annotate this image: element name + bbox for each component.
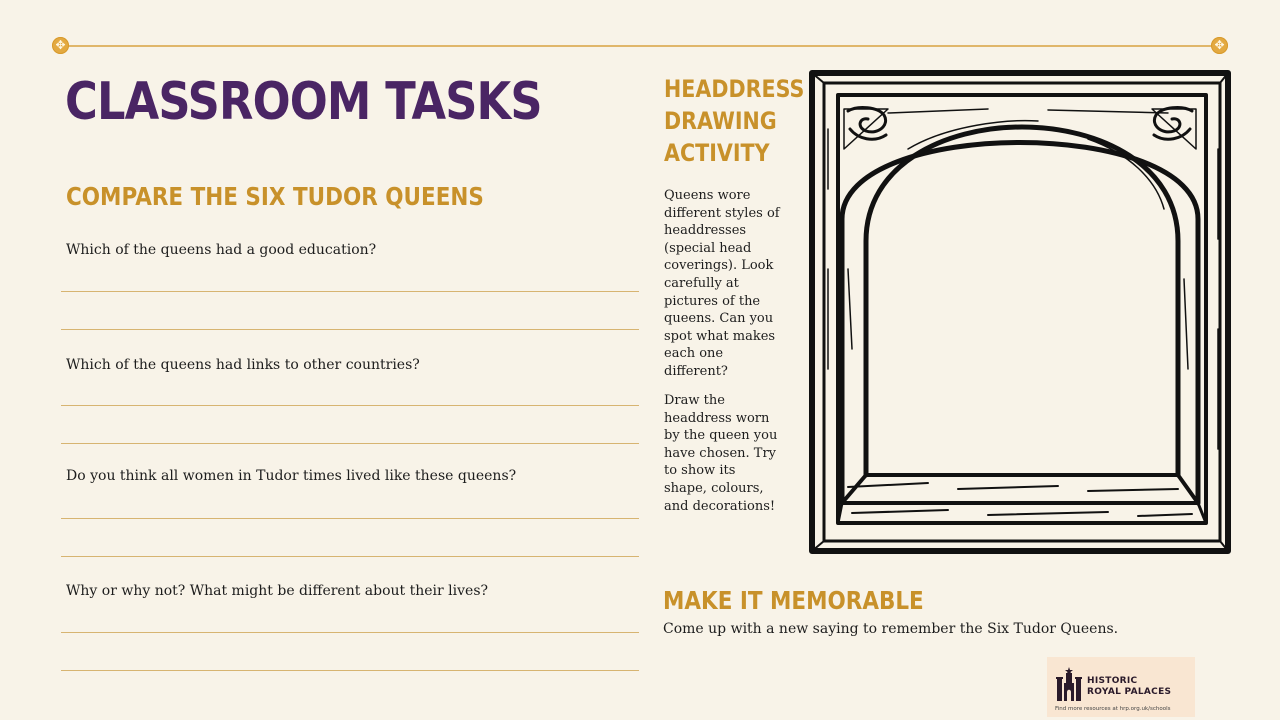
logo-wordmark [1087,676,1171,698]
top-decorative-rule [60,45,1220,47]
logo-line-2: ROYAL PALACES [1087,687,1172,697]
answer-line [61,405,639,406]
answer-line [61,329,639,330]
question-3: Do you think all women in Tudor times lived like these queens? [66,468,517,484]
compare-heading: COMPARE THE SIX TUDOR QUEENS [66,182,484,211]
answer-line [61,518,639,519]
answer-line [61,632,639,633]
palace-gate-icon [1055,667,1083,701]
ornament-medallion-icon [1211,37,1228,54]
headdress-heading-line: DRAWING [664,107,777,135]
headdress-heading-line: ACTIVITY [664,139,770,167]
answer-line [61,670,639,671]
question-4: Why or why not? What might be different about their lives? [66,583,489,599]
headdress-paragraph-2: Draw the headdress worn by the queen you have chosen. Try to show its shape, colours, and decorations! [664,393,778,514]
historic-royal-palaces-logo[interactable] [1047,657,1195,717]
drawing-frame [808,69,1232,555]
ornament-medallion-icon [52,37,69,54]
page-title: CLASSROOM TASKS [65,72,542,132]
resources-link-text: Find more resources at hrp.org.uk/schools [1055,706,1171,712]
headdress-paragraph-1: Queens wore different styles of headdresses (special head coverings). Look carefully at pictures of the queens. Can you spot what makes each one different? [664,188,780,379]
question-2: Which of the queens had links to other countries? [66,357,420,373]
headdress-heading-line: HEADDRESS [664,75,805,103]
headdress-heading [664,73,805,169]
answer-line [61,443,639,444]
logo-line-1: HISTORIC [1087,676,1138,686]
memorable-text: Come up with a new saying to remember the Six Tudor Queens. [663,621,1119,637]
memorable-heading: MAKE IT MEMORABLE [663,586,924,615]
answer-line [61,556,639,557]
answer-line [61,291,639,292]
question-1: Which of the queens had a good education? [66,242,377,258]
